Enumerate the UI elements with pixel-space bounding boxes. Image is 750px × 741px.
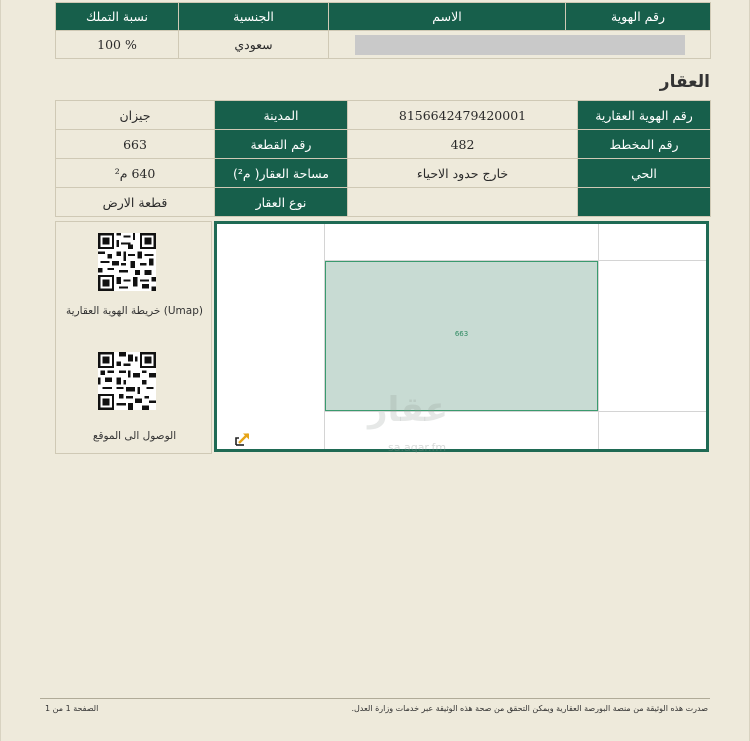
plot-number-value: 663 [56, 130, 215, 159]
parcel-number-label: 663 [454, 330, 469, 338]
parcel-polygon[interactable] [325, 261, 598, 411]
owner-name-header: الاسم [329, 3, 566, 31]
property-type-value: قطعة الارض [56, 188, 215, 217]
footer-disclaimer: صدرت هذه الوثيقة من منصة البورصة العقارية ويمكن التحقق من صحة هذه الوثيقة عبر خدمات وزارة العدل. [351, 704, 708, 713]
location-qr-code[interactable] [98, 352, 156, 410]
empty-value [348, 188, 578, 217]
parcel-map[interactable] [214, 221, 709, 452]
plan-number-value: 482 [348, 130, 578, 159]
plot-number-label: رقم القطعة [215, 130, 348, 159]
owner-redacted-cell [329, 31, 711, 59]
footer-divider [40, 698, 710, 699]
property-id-label: رقم الهوية العقارية [578, 101, 711, 130]
district-label: الحي [578, 159, 711, 188]
umap-label: (Umap) خريطة الهوية العقارية [66, 305, 203, 317]
umap-qr-code[interactable] [98, 233, 156, 291]
property-id-value: 8156642479420001 [348, 101, 578, 130]
property-type-label: نوع العقار [215, 188, 348, 217]
page-number: الصفحة 1 من 1 [45, 704, 99, 713]
redacted-block [355, 35, 685, 55]
watermark: عقار [368, 390, 449, 430]
location-label: الوصول الى الموقع [92, 430, 177, 442]
map-grid-line [324, 411, 709, 412]
district-value: خارج حدود الاحياء [348, 159, 578, 188]
area-value: 640 م² [56, 159, 215, 188]
owner-id-header: رقم الهوية [566, 3, 711, 31]
owner-ownership-header: نسبة التملك [56, 3, 179, 31]
watermark-url: sa.aqar.fm [388, 441, 447, 454]
city-label: المدينة [215, 101, 348, 130]
owner-nationality-value: سعودي [179, 31, 329, 59]
map-grid-line [598, 224, 599, 449]
owner-table [55, 2, 711, 59]
empty-label [578, 188, 711, 217]
area-label: مساحة العقار( م²) [215, 159, 348, 188]
qr-panel [55, 221, 212, 454]
plan-number-label: رقم المخطط [578, 130, 711, 159]
property-table [55, 100, 711, 217]
owner-ownership-value: 100 % [56, 31, 179, 59]
open-external-icon[interactable] [235, 431, 251, 445]
section-title: العقار [659, 72, 710, 92]
owner-nationality-header: الجنسية [179, 3, 329, 31]
city-value: جيزان [56, 101, 215, 130]
